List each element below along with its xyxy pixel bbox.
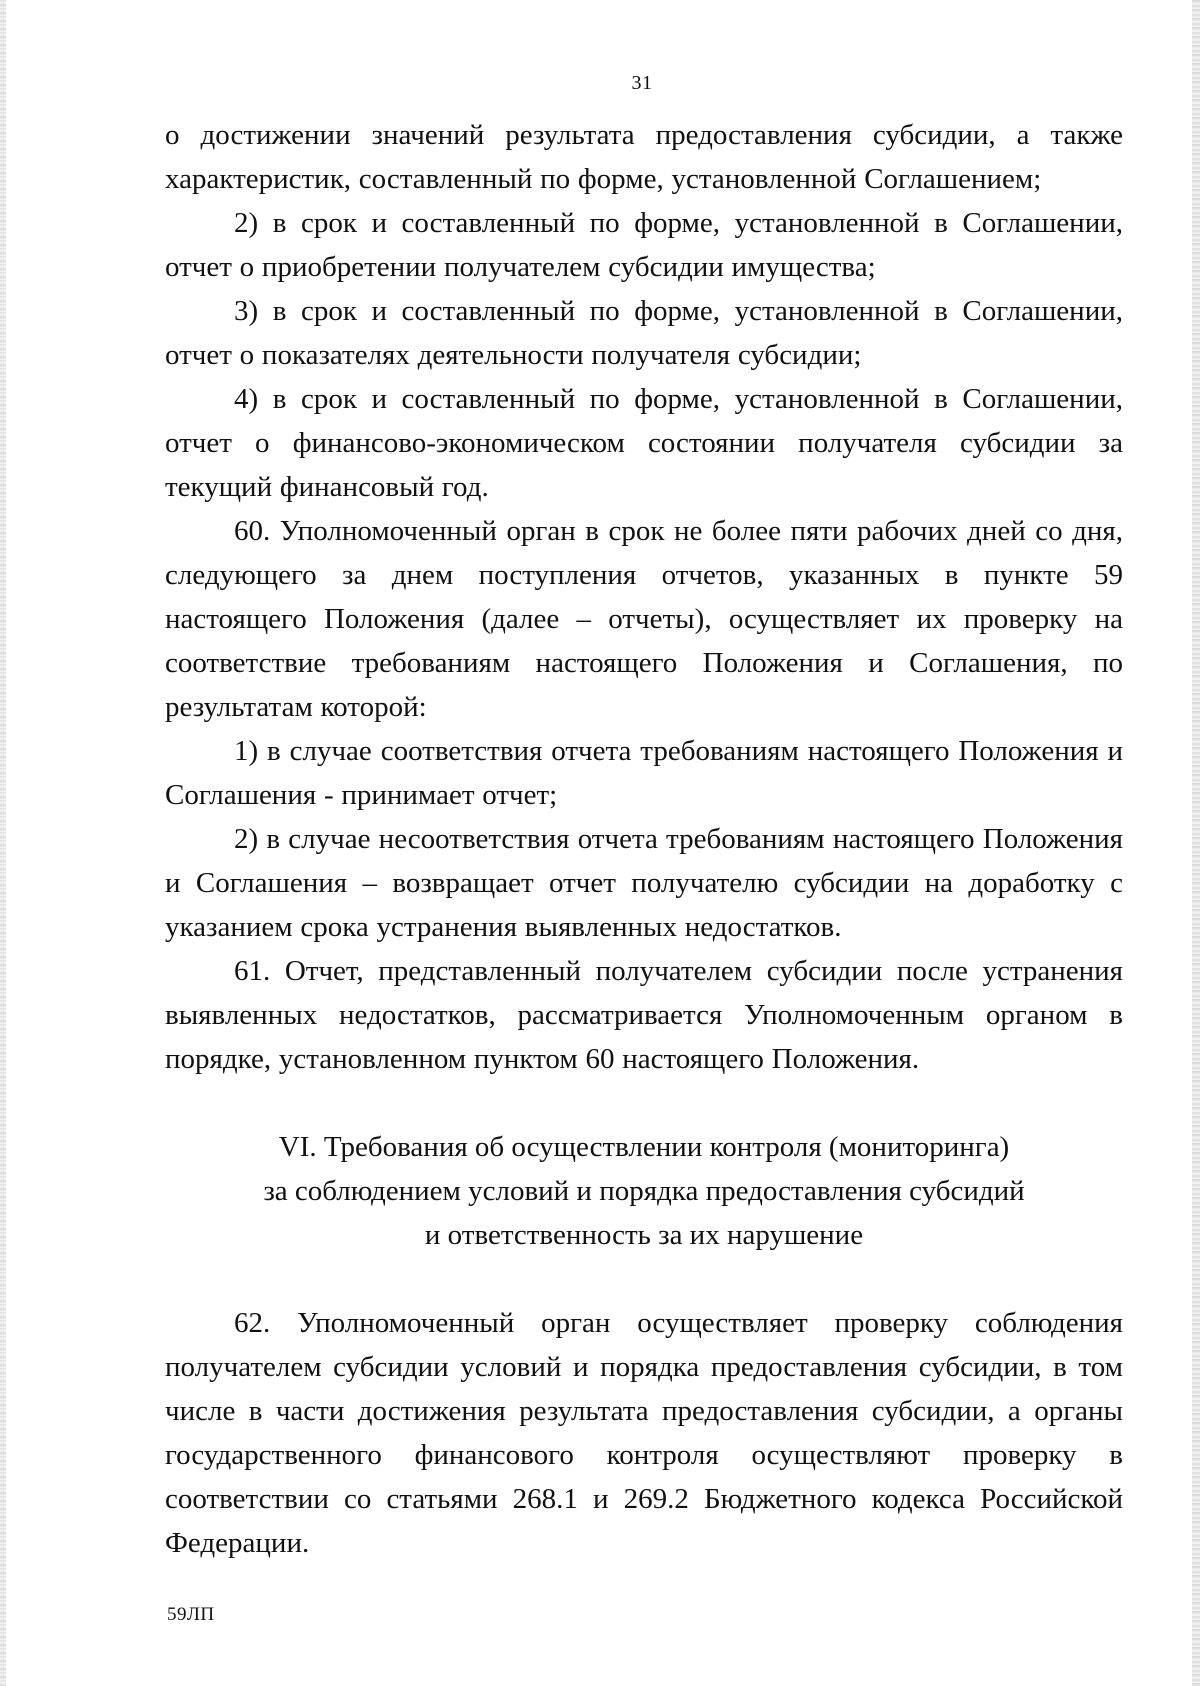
scan-edge-left [0, 0, 6, 1686]
paragraph-item-2: 2) в срок и составленный по форме, установленной в Соглашении, отчет о приобретении получателем субсидии имущества; [165, 207, 1123, 283]
footer-document-code: 59ЛП [167, 1604, 215, 1625]
paragraph-clause-62: 62. Уполномоченный орган осуществляет проверку соблюдения получателем субсидии условий и порядка предоставления субсидии, в том числе в части достижения результата предоставления субсидии, а органы государственного финансового контроля осуществляют проверку в соответствии со статьями 268.1 и 269.2 Бюджетного кодекса Российской Федерации. [165, 1307, 1123, 1559]
section-heading-line-3: и ответственность за их нарушение [424, 1219, 864, 1251]
paragraph-item-4: 4) в срок и составленный по форме, установленной в Соглашении, отчет о финансово-экономическом состоянии получателя субсидии за текущий финансовый год. [165, 383, 1123, 503]
paragraph-clause-60: 60. Уполномоченный орган в срок не более пяти рабочих дней со дня, следующего за днем поступления отчетов, указанных в пункте 59 настоящего Положения (далее – отчеты), осуществляет их проверку на соответствие требованиям настоящего Положения и Соглашения, по результатам которой: [165, 515, 1123, 723]
paragraph-continuation: о достижении значений результата предоставления субсидии, а также характеристик, составленный по форме, установленной Соглашением; [165, 119, 1123, 195]
scan-edge-right [1192, 0, 1200, 1686]
paragraph-clause-60-item-1: 1) в случае соответствия отчета требованиям настоящего Положения и Соглашения - принимает отчет; [165, 735, 1123, 811]
page-number: 31 [631, 72, 653, 94]
document-body [165, 113, 1123, 1565]
section-heading [165, 1125, 1123, 1257]
section-spacer [165, 1257, 1123, 1301]
paragraph-clause-60-item-2: 2) в случае несоответствия отчета требованиям настоящего Положения и Соглашения – возвращает отчет получателю субсидии на доработку с указанием срока устранения выявленных недостатков. [165, 823, 1123, 943]
paragraph-item-3: 3) в срок и составленный по форме, установленной в Соглашении, отчет о показателях деятельности получателя субсидии; [165, 295, 1123, 371]
paragraph-clause-61: 61. Отчет, представленный получателем субсидии после устранения выявленных недостатков, рассматривается Уполномоченным органом в порядке, установленном пунктом 60 настоящего Положения. [165, 955, 1123, 1075]
section-heading-line-1: VI. Требования об осуществлении контроля (мониторинга) [278, 1131, 1010, 1163]
section-heading-line-2: за соблюдением условий и порядка предоставления субсидий [263, 1175, 1025, 1207]
